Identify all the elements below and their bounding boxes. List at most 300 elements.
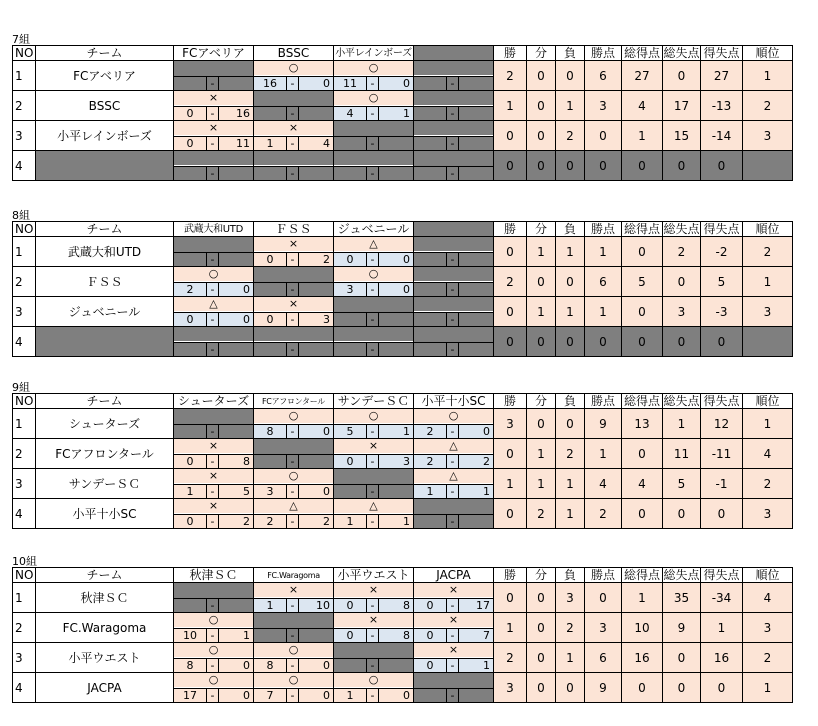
score-for: 4 <box>334 106 367 120</box>
stat-value: 0 <box>663 267 701 297</box>
match-cell <box>334 583 414 613</box>
stat-value: 3 <box>494 673 527 703</box>
header-stat: 分 <box>527 46 556 61</box>
score-for <box>174 342 207 356</box>
stat-value: 2 <box>663 237 701 267</box>
stat-value: 0 <box>527 409 556 439</box>
score-against <box>299 166 333 180</box>
match-cell <box>174 267 254 297</box>
result-symbol <box>414 237 493 251</box>
stat-value: 1 <box>622 121 663 151</box>
score-for <box>414 166 447 180</box>
row-number: 4 <box>13 151 36 181</box>
team-row <box>13 237 793 267</box>
row-number: 1 <box>13 61 36 91</box>
score-for: 2 <box>414 454 447 468</box>
score-against: 1 <box>379 514 413 528</box>
team-name: シューターズ <box>36 409 174 439</box>
score-for: 3 <box>334 282 367 296</box>
score-against <box>299 342 333 356</box>
stat-value: 0 <box>527 673 556 703</box>
score-for <box>174 598 207 612</box>
team-row <box>13 643 793 673</box>
header-stat: 勝 <box>494 568 527 583</box>
score-for <box>334 166 367 180</box>
score-dash: - <box>287 342 299 356</box>
score-against: 0 <box>379 252 413 266</box>
score-dash: - <box>287 136 299 150</box>
result-symbol: × <box>414 643 493 657</box>
result-symbol <box>334 297 413 311</box>
score-dash: - <box>367 312 379 326</box>
header-stat: 総失点 <box>663 393 700 408</box>
result-symbol: × <box>174 121 253 135</box>
stat-value: 0 <box>585 121 622 151</box>
score-line <box>254 342 333 356</box>
header-stat: 総得点 <box>622 568 663 583</box>
match-cell <box>254 61 334 91</box>
result-symbol <box>414 91 493 105</box>
score-against <box>379 136 413 150</box>
stat-value: 9 <box>585 673 622 703</box>
team-name: サンデーＳＣ <box>36 469 174 499</box>
team-name: 秋津ＳＣ <box>36 583 174 613</box>
stat-value: 2 <box>556 121 585 151</box>
score-dash: - <box>367 424 379 438</box>
header-no: NO <box>13 568 36 583</box>
score-for: 1 <box>174 484 207 498</box>
result-symbol <box>174 237 253 251</box>
score-line <box>334 252 413 266</box>
stat-value: 2 <box>494 61 527 91</box>
result-symbol <box>414 61 493 75</box>
stat-value: 0 <box>663 151 701 181</box>
score-line <box>254 688 333 702</box>
stat-value: 4 <box>622 91 663 121</box>
match-cell <box>174 91 254 121</box>
result-symbol <box>254 327 333 341</box>
result-symbol <box>254 267 333 281</box>
stat-value: 0 <box>494 499 527 529</box>
score-line <box>414 106 493 120</box>
score-line <box>334 598 413 612</box>
score-line <box>174 514 253 528</box>
score-line <box>414 424 493 438</box>
stat-value: 1 <box>556 91 585 121</box>
match-cell <box>414 439 494 469</box>
header-opponent: サンデーＳＣ <box>334 394 414 409</box>
stat-value: 0 <box>494 297 527 327</box>
match-cell <box>254 267 334 297</box>
header-stat: 順位 <box>743 222 793 237</box>
match-cell <box>174 469 254 499</box>
stat-value: 0 <box>494 121 527 151</box>
result-symbol: ○ <box>334 673 413 687</box>
score-dash: - <box>207 312 219 326</box>
match-cell <box>414 327 494 357</box>
score-dash: - <box>287 454 299 468</box>
result-symbol: ○ <box>334 91 413 105</box>
score-for <box>414 514 447 528</box>
score-against: 0 <box>299 688 333 702</box>
score-dash: - <box>367 514 379 528</box>
stat-value: -11 <box>701 439 743 469</box>
score-dash: - <box>367 658 379 672</box>
result-symbol: × <box>414 613 493 627</box>
score-for: 0 <box>174 514 207 528</box>
result-symbol: × <box>174 499 253 513</box>
match-cell <box>414 643 494 673</box>
score-line <box>254 252 333 266</box>
result-symbol: △ <box>174 297 253 311</box>
result-symbol <box>414 327 493 341</box>
match-cell <box>254 121 334 151</box>
team-name: JACPA <box>36 673 174 703</box>
score-dash: - <box>367 342 379 356</box>
stat-value <box>743 151 793 181</box>
match-cell <box>334 673 414 703</box>
team-row <box>13 613 793 643</box>
stat-value: 1 <box>527 297 556 327</box>
result-symbol <box>334 151 413 165</box>
stat-value: 6 <box>585 643 622 673</box>
header-no: NO <box>13 394 36 409</box>
score-line <box>334 658 413 672</box>
stat-value: 1 <box>585 237 622 267</box>
stat-value: 4 <box>585 469 622 499</box>
stat-value: 1 <box>527 469 556 499</box>
group-label: 10組 <box>12 555 37 568</box>
score-line <box>254 424 333 438</box>
result-symbol <box>174 61 253 75</box>
match-cell <box>174 151 254 181</box>
score-line <box>334 312 413 326</box>
score-line <box>174 658 253 672</box>
row-number: 1 <box>13 237 36 267</box>
result-symbol: ○ <box>174 673 253 687</box>
header-opponent: 小平ウエスト <box>334 568 414 583</box>
header-opponent <box>414 46 494 61</box>
team-row <box>13 121 793 151</box>
score-against <box>459 282 493 296</box>
header-stat: 勝点 <box>585 46 622 61</box>
standings-table <box>12 221 793 357</box>
result-symbol: △ <box>334 499 413 513</box>
team-row <box>13 151 793 181</box>
score-line <box>334 282 413 296</box>
score-against: 0 <box>299 424 333 438</box>
stat-value: 0 <box>556 673 585 703</box>
match-cell <box>334 121 414 151</box>
team-row <box>13 583 793 613</box>
score-for: 17 <box>174 688 207 702</box>
result-symbol <box>254 613 333 627</box>
match-cell <box>414 91 494 121</box>
score-dash: - <box>287 514 299 528</box>
row-number: 2 <box>13 439 36 469</box>
score-line <box>414 166 493 180</box>
score-line <box>174 282 253 296</box>
match-cell <box>174 61 254 91</box>
result-symbol: × <box>254 121 333 135</box>
stat-value: 0 <box>527 583 556 613</box>
team-name: FCアフロンタール <box>36 439 174 469</box>
team-name: ジュベニール <box>36 297 174 327</box>
team-row <box>13 91 793 121</box>
score-against: 0 <box>219 282 253 296</box>
score-against: 11 <box>219 136 253 150</box>
score-line <box>414 628 493 642</box>
stat-value: 3 <box>585 91 622 121</box>
score-line <box>414 514 493 528</box>
score-line <box>334 342 413 356</box>
score-for <box>174 166 207 180</box>
stat-value: 0 <box>556 327 585 357</box>
score-for: 0 <box>254 252 287 266</box>
score-for <box>254 282 287 296</box>
score-for <box>414 252 447 266</box>
stat-value: 1 <box>743 267 793 297</box>
score-against <box>299 628 333 642</box>
score-for <box>334 342 367 356</box>
stat-value: 1 <box>585 439 622 469</box>
match-cell <box>414 151 494 181</box>
score-for: 2 <box>414 424 447 438</box>
header-no: NO <box>13 46 36 61</box>
score-dash: - <box>287 252 299 266</box>
header-stat: 負 <box>556 222 585 237</box>
score-against <box>379 312 413 326</box>
score-line <box>254 658 333 672</box>
score-against <box>299 454 333 468</box>
stat-value: 1 <box>556 237 585 267</box>
result-symbol <box>414 267 493 281</box>
result-symbol: ○ <box>174 643 253 657</box>
result-symbol: ○ <box>254 673 333 687</box>
header-stat: 得失点 <box>701 222 743 237</box>
score-line <box>254 136 333 150</box>
team-name: BSSC <box>36 91 174 121</box>
header-stat: 勝 <box>494 394 527 409</box>
score-against: 0 <box>299 658 333 672</box>
stat-value: 9 <box>585 409 622 439</box>
score-for <box>174 252 207 266</box>
score-for <box>414 342 447 356</box>
header-row <box>13 46 793 61</box>
result-symbol <box>414 151 493 165</box>
row-number: 3 <box>13 121 36 151</box>
stat-value: 0 <box>527 643 556 673</box>
score-against: 3 <box>379 454 413 468</box>
score-line <box>174 136 253 150</box>
score-line <box>174 628 253 642</box>
header-stat: 得失点 <box>701 394 743 409</box>
score-dash: - <box>207 628 219 642</box>
stat-value: 27 <box>622 61 663 91</box>
score-dash: - <box>447 76 459 90</box>
score-for <box>174 424 207 438</box>
result-symbol <box>174 327 253 341</box>
score-dash: - <box>207 106 219 120</box>
stat-value: -14 <box>701 121 743 151</box>
score-dash: - <box>207 252 219 266</box>
header-opponent: 武蔵大和UTD <box>174 222 254 237</box>
score-line <box>334 688 413 702</box>
score-against <box>379 166 413 180</box>
match-cell <box>414 121 494 151</box>
match-cell <box>174 499 254 529</box>
match-cell <box>254 673 334 703</box>
stat-value: 0 <box>527 121 556 151</box>
stat-value: 0 <box>494 151 527 181</box>
stat-value: 0 <box>556 61 585 91</box>
result-symbol <box>254 439 333 453</box>
result-symbol: ○ <box>254 409 333 423</box>
score-against: 1 <box>379 424 413 438</box>
score-dash: - <box>287 688 299 702</box>
score-for <box>334 136 367 150</box>
score-dash: - <box>207 136 219 150</box>
score-against: 2 <box>299 252 333 266</box>
score-line <box>414 136 493 150</box>
match-cell <box>174 121 254 151</box>
stat-value: 2 <box>494 643 527 673</box>
score-for <box>414 76 447 90</box>
score-for: 0 <box>334 628 367 642</box>
score-line <box>414 598 493 612</box>
team-row <box>13 297 793 327</box>
stat-value: 2 <box>743 237 793 267</box>
score-against: 8 <box>379 598 413 612</box>
score-dash: - <box>207 342 219 356</box>
match-cell <box>334 151 414 181</box>
score-dash: - <box>287 484 299 498</box>
stat-value: 2 <box>743 469 793 499</box>
stat-value: 35 <box>663 583 701 613</box>
team-name: 小平ウエスト <box>36 643 174 673</box>
score-against: 0 <box>379 688 413 702</box>
match-cell <box>334 91 414 121</box>
stat-value: 0 <box>585 327 622 357</box>
match-cell <box>174 439 254 469</box>
score-dash: - <box>367 76 379 90</box>
match-cell <box>254 439 334 469</box>
match-cell <box>414 613 494 643</box>
score-line <box>254 106 333 120</box>
header-stat: 勝点 <box>585 394 622 409</box>
result-symbol: × <box>334 613 413 627</box>
score-line <box>174 424 253 438</box>
result-symbol: △ <box>334 237 413 251</box>
score-for: 8 <box>254 424 287 438</box>
score-line <box>334 136 413 150</box>
group-label: 8組 <box>12 209 30 222</box>
stat-value: 0 <box>701 327 743 357</box>
header-stat: 順位 <box>743 568 793 583</box>
score-dash: - <box>447 312 459 326</box>
team-row <box>13 673 793 703</box>
score-for <box>254 628 287 642</box>
stat-value: 0 <box>663 673 701 703</box>
score-line <box>334 166 413 180</box>
stat-value: 2 <box>556 613 585 643</box>
score-against: 7 <box>459 628 493 642</box>
score-against: 0 <box>459 424 493 438</box>
stat-value: 1 <box>663 409 701 439</box>
score-line <box>334 454 413 468</box>
score-for: 5 <box>334 424 367 438</box>
stat-value: -2 <box>701 237 743 267</box>
score-line <box>174 454 253 468</box>
score-line <box>414 484 493 498</box>
match-cell <box>414 267 494 297</box>
score-line <box>414 282 493 296</box>
header-team: チーム <box>36 46 174 61</box>
header-row <box>13 568 793 583</box>
score-against: 1 <box>379 106 413 120</box>
score-line <box>414 252 493 266</box>
header-opponent: 小平十小SC <box>414 394 494 409</box>
result-symbol <box>334 327 413 341</box>
result-symbol: × <box>174 439 253 453</box>
row-number: 3 <box>13 297 36 327</box>
stat-value: 13 <box>622 409 663 439</box>
header-stat: 勝点 <box>585 568 622 583</box>
score-line <box>414 312 493 326</box>
header-no: NO <box>13 222 36 237</box>
score-for <box>334 484 367 498</box>
match-cell <box>174 583 254 613</box>
score-against: 3 <box>299 312 333 326</box>
score-for: 1 <box>334 688 367 702</box>
stat-value: 1 <box>494 613 527 643</box>
score-line <box>334 514 413 528</box>
score-against <box>219 252 253 266</box>
group-label: 9組 <box>12 381 30 394</box>
score-against <box>459 252 493 266</box>
row-number: 1 <box>13 583 36 613</box>
stat-value: 2 <box>743 91 793 121</box>
stat-value: 2 <box>585 499 622 529</box>
team-name: ＦＳＳ <box>36 267 174 297</box>
score-for: 0 <box>334 252 367 266</box>
score-for <box>414 136 447 150</box>
stat-value: 3 <box>494 409 527 439</box>
score-for: 3 <box>254 484 287 498</box>
team-name: 小平十小SC <box>36 499 174 529</box>
score-for: 0 <box>174 312 207 326</box>
header-stat: 勝点 <box>585 222 622 237</box>
result-symbol <box>414 297 493 311</box>
score-dash: - <box>447 106 459 120</box>
score-line <box>414 658 493 672</box>
score-dash: - <box>367 628 379 642</box>
score-line <box>254 514 333 528</box>
stat-value: -13 <box>701 91 743 121</box>
match-cell <box>414 583 494 613</box>
match-cell <box>334 267 414 297</box>
header-stat: 分 <box>527 394 556 409</box>
standings-table <box>12 567 793 703</box>
match-cell <box>334 613 414 643</box>
score-against <box>459 106 493 120</box>
stat-value: 0 <box>622 297 663 327</box>
row-number: 2 <box>13 91 36 121</box>
header-team: チーム <box>36 394 174 409</box>
match-cell <box>254 643 334 673</box>
stat-value: 3 <box>743 613 793 643</box>
score-dash: - <box>447 424 459 438</box>
